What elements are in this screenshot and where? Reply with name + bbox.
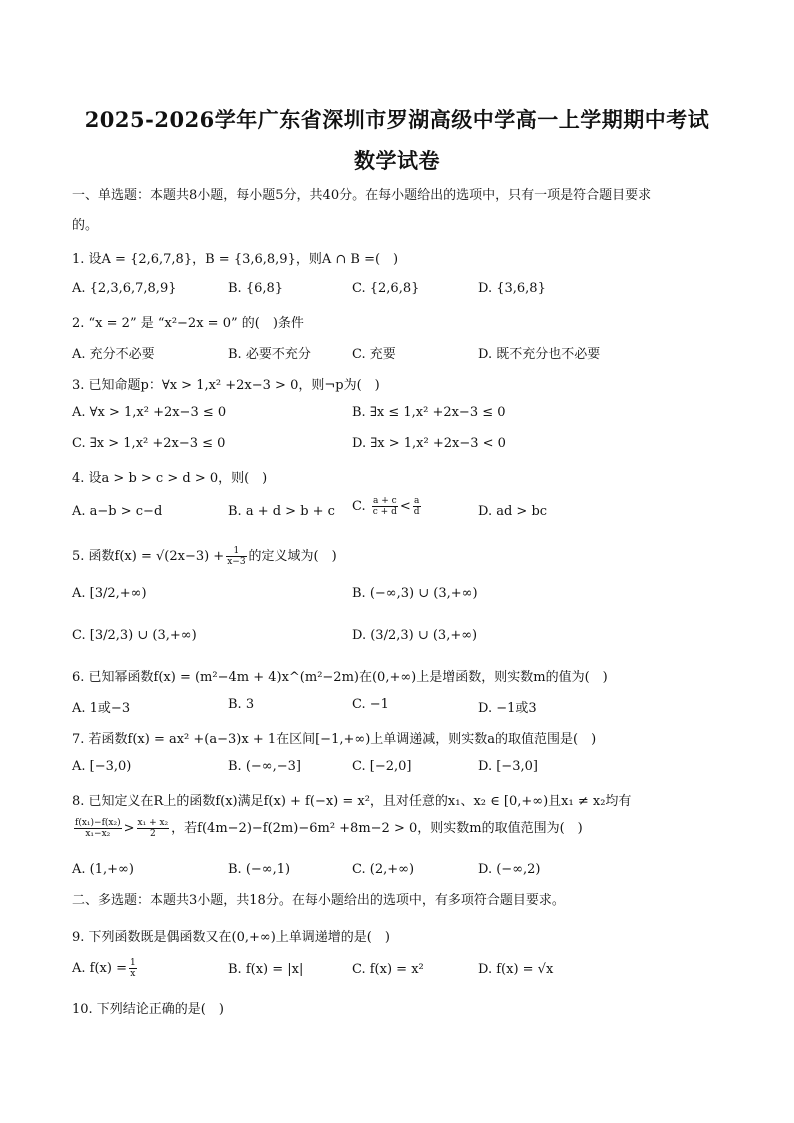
fraction (74, 818, 122, 839)
question-8-option-d: D. (−∞,2) (478, 862, 541, 877)
question-3-option-a: A. ∀x > 1,x² +2x−3 ≤ 0 (72, 405, 227, 420)
relation-sign: < (399, 499, 411, 514)
question-6-option-b: B. 3 (228, 697, 255, 712)
fraction-denominator: 2 (149, 829, 156, 839)
question-7-option-c: C. [−2,0] (352, 759, 412, 774)
fraction-denominator: x₁−x₂ (85, 829, 111, 839)
question-2-option-d: D. 既不充分也不必要 (478, 347, 601, 362)
stem-suffix: ，若f(4m−2)−f(2m)−6m² +8m−2 > 0，则实数m的取值范围为( ) (171, 821, 583, 836)
exam-subtitle: 数学试卷 (354, 148, 440, 173)
question-8-option-a: A. (1,+∞) (72, 862, 134, 877)
question-7-stem: 7. 若函数f(x) = ax² +(a−3)x + 1在区间[−1,+∞)上单调递减，则实数a的取值范围是( ) (72, 732, 597, 747)
question-8-option-b: B. (−∞,1) (228, 862, 291, 877)
fraction (226, 546, 246, 567)
question-5-option-a: A. [3/2,+∞) (72, 586, 147, 601)
question-6-stem: 6. 已知幂函数f(x) = (m²−4m + 4)x^(m²−2m)在(0,+∞)上是增函数，则实数m的值为( ) (72, 670, 608, 685)
question-5-stem (72, 545, 337, 567)
question-10-stem: 10. 下列结论正确的是( ) (72, 1002, 224, 1017)
question-4-option-a: A. a−b > c−d (72, 504, 163, 519)
question-6-option-c: C. −1 (352, 697, 389, 712)
question-4-stem: 4. 设a > b > c > d > 0，则( ) (72, 471, 268, 486)
fraction-numerator: 1 (226, 546, 246, 557)
section-desc-cont: 的。 (72, 218, 99, 233)
question-4-option-c (352, 496, 423, 517)
question-5-option-d: D. (3/2,3) ∪ (3,+∞) (352, 628, 478, 643)
question-1-option-c: C. {2,6,8} (352, 281, 420, 296)
section-label: 二、多选题： (72, 893, 151, 908)
fraction-denominator: x (130, 969, 136, 979)
section-label: 一、单选题： (72, 188, 151, 203)
question-3-option-b: B. ∃x ≤ 1,x² +2x−3 ≤ 0 (352, 405, 506, 420)
question-6-option-a: A. 1或−3 (72, 701, 131, 716)
section-desc: 本题共8小题，每小题5分，共40分。在每小题给出的选项中，只有一项是符合题目要求 (150, 188, 652, 203)
question-5-option-b: B. (−∞,3) ∪ (3,+∞) (352, 586, 478, 601)
option-letter: C. (352, 499, 366, 514)
fraction (413, 496, 421, 517)
fraction-numerator: 1 (129, 958, 136, 968)
question-6-option-d: D. −1或3 (478, 701, 537, 716)
exam-title: 2025-2026学年广东省深圳市罗湖高级中学高一上学期期中考试 (84, 107, 710, 132)
stem-suffix: 的定义域为( ) (248, 549, 337, 564)
question-1-stem: 1. 设A = {2,6,7,8}，B = {3,6,8,9}，则A ∩ B =( ) (72, 252, 399, 267)
fraction-denominator: d (413, 507, 420, 517)
question-1-option-d: D. {3,6,8} (478, 281, 546, 296)
question-7-option-d: D. [−3,0] (478, 759, 538, 774)
fraction (372, 496, 398, 517)
fraction-denominator: c + d (372, 507, 397, 517)
question-4-option-d: D. ad > bc (478, 504, 548, 519)
question-8-option-c: C. (2,+∞) (352, 862, 415, 877)
question-9-option-a (72, 958, 139, 979)
stem-prefix: 5. 函数f(x) = √(2x−3) + (72, 549, 225, 564)
fraction-denominator: x−3 (227, 557, 246, 567)
question-9-option-c: C. f(x) = x² (352, 962, 424, 977)
question-7-option-a: A. [−3,0) (72, 759, 132, 774)
question-3-stem: 3. 已知命题p：∀x > 1,x² +2x−3 > 0，则¬p为( ) (72, 378, 380, 393)
fraction (137, 818, 170, 839)
fraction (129, 958, 137, 979)
question-2-option-b: B. 必要不充分 (228, 347, 311, 362)
question-8-stem-cont (72, 817, 583, 839)
section-multiple-choice (72, 886, 722, 916)
question-9-option-b: B. f(x) = |x| (228, 962, 304, 977)
section-desc: 本题共3小题，共18分。在每小题给出的选项中，有多项符合题目要求。 (150, 893, 565, 908)
question-3-option-d: D. ∃x > 1,x² +2x−3 < 0 (352, 436, 506, 451)
fraction-numerator: x₁ + x₂ (137, 818, 169, 828)
fraction-numerator: f(x₁)−f(x₂) (75, 818, 121, 828)
option-text: A. f(x) = (72, 961, 127, 976)
relation-sign: > (123, 821, 135, 836)
fraction-numerator: a + c (372, 496, 397, 506)
question-4-option-b: B. a + d > b + c (228, 504, 335, 519)
question-5-option-c: C. [3/2,3) ∪ (3,+∞) (72, 628, 197, 643)
question-1-option-a: A. {2,3,6,7,8,9} (72, 281, 177, 296)
section-single-choice (72, 181, 722, 241)
question-2-option-c: C. 充要 (352, 347, 396, 362)
question-3-option-c: C. ∃x > 1,x² +2x−3 ≤ 0 (72, 436, 226, 451)
question-9-stem: 9. 下列函数既是偶函数又在(0,+∞)上单调递增的是( ) (72, 930, 390, 945)
fraction-numerator: a (413, 496, 420, 506)
question-2-option-a: A. 充分不必要 (72, 347, 155, 362)
question-9-option-d: D. f(x) = √x (478, 962, 554, 977)
question-7-option-b: B. (−∞,−3] (228, 759, 301, 774)
question-1-option-b: B. {6,8} (228, 281, 284, 296)
question-2-stem: 2. “x = 2” 是 “x²−2x = 0” 的( )条件 (72, 316, 304, 331)
question-8-stem: 8. 已知定义在R上的函数f(x)满足f(x) + f(−x) = x²，且对任意的x₁、x₂ ∈ [0,+∞)且x₁ ≠ x₂均有 (72, 794, 632, 809)
